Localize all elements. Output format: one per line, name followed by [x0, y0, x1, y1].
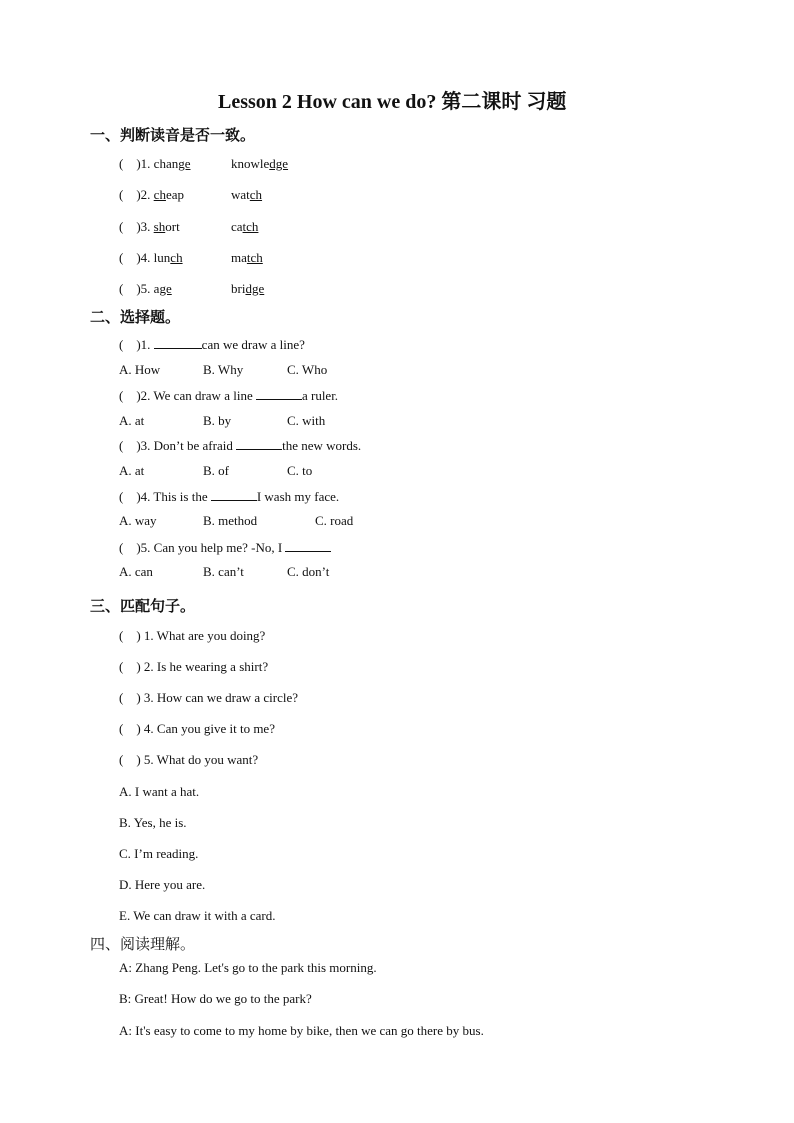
- s1-item-3: [119, 219, 180, 235]
- item-number: ( )1.: [119, 156, 154, 171]
- item-number: ( )5.: [119, 281, 154, 296]
- section-3-heading: 三、匹配句子。: [90, 599, 196, 615]
- underlined-sound: dge: [269, 156, 289, 171]
- s2-q3-option-a: A. at: [119, 463, 145, 478]
- s2-q5-option-b: B. can’t: [203, 564, 244, 579]
- question-text: the new words.: [282, 438, 362, 453]
- s3-answer-e: E. We can draw it with a card.: [119, 908, 276, 923]
- question-text: ( )1.: [119, 337, 154, 352]
- page-title: Lesson 2 How can we do? 第二课时 习题: [218, 91, 567, 113]
- answer-blank[interactable]: [256, 387, 302, 400]
- underlined-sound: ch: [153, 187, 166, 202]
- word-part: bri: [231, 281, 246, 296]
- question-text: ( )5. Can you help me? -No, I: [119, 540, 286, 555]
- s2-question-2: [119, 387, 338, 404]
- s2-q4-option-b: B. method: [203, 513, 258, 528]
- s1-item-3-compare: [231, 219, 258, 235]
- s3-question-4: ( ) 4. Can you give it to me?: [119, 721, 275, 736]
- underlined-sound: ch: [249, 187, 263, 202]
- s2-q5-option-a: A. can: [119, 564, 153, 579]
- s1-item-5-compare: [231, 281, 264, 297]
- s4-dialogue-line-1: A: Zhang Peng. Let's go to the park this morning.: [119, 960, 377, 975]
- question-text: ( )3. Don’t be afraid: [119, 438, 237, 453]
- question-text: I wash my face.: [256, 489, 340, 504]
- underlined-sound: tch: [242, 219, 259, 234]
- s2-q3-option-c: C. to: [287, 463, 313, 478]
- s2-q2-option-a: A. at: [119, 413, 145, 428]
- answer-blank[interactable]: [236, 437, 282, 450]
- s2-q3-option-b: B. of: [203, 463, 229, 478]
- s2-q1-option-c: C. Who: [287, 362, 328, 377]
- s2-question-4: [119, 488, 339, 505]
- word-part: a: [153, 281, 160, 296]
- s3-question-5: ( ) 5. What do you want?: [119, 752, 259, 767]
- word-part: chan: [153, 156, 179, 171]
- s3-question-1: ( ) 1. What are you doing?: [119, 628, 266, 643]
- s2-q4-option-a: A. way: [119, 513, 157, 528]
- word-part: eap: [165, 187, 184, 202]
- word-part: wat: [231, 187, 250, 202]
- s2-q5-option-c: C. don’t: [287, 564, 330, 579]
- item-number: ( )4.: [119, 250, 154, 265]
- item-number: ( )3.: [119, 219, 154, 234]
- s3-answer-a: A. I want a hat.: [119, 784, 200, 799]
- s3-question-2: ( ) 2. Is he wearing a shirt?: [119, 659, 269, 674]
- question-text: ( )4. This is the: [119, 489, 211, 504]
- word-part: ort: [165, 219, 180, 234]
- s2-q1-option-a: A. How: [119, 362, 161, 377]
- section-4-heading: 四、阅读理解。: [90, 937, 196, 953]
- word-part: lun: [153, 250, 171, 265]
- underlined-sound: dge: [245, 281, 265, 296]
- answer-blank[interactable]: [154, 336, 202, 349]
- s1-item-2: [119, 187, 184, 203]
- underlined-sound: ch: [170, 250, 183, 265]
- s3-answer-c: C. I’m reading.: [119, 846, 199, 861]
- question-text: can we draw a line?: [201, 337, 305, 352]
- s1-item-2-compare: [231, 187, 262, 203]
- s2-q2-option-c: C. with: [287, 413, 326, 428]
- s2-q1-option-b: B. Why: [203, 362, 244, 377]
- s4-dialogue-line-2: B: Great! How do we go to the park?: [119, 991, 312, 1006]
- s1-item-5: [119, 281, 172, 297]
- s1-item-1-compare: [231, 156, 288, 172]
- section-2-heading: 二、选择题。: [90, 310, 181, 326]
- s4-dialogue-line-3: A: It's easy to come to my home by bike, then we can go there by bus.: [119, 1023, 484, 1038]
- s1-item-1: [119, 156, 191, 172]
- question-text: ( )2. We can draw a line: [119, 388, 256, 403]
- underlined-sound: tch: [246, 250, 263, 265]
- section-1-heading: 一、判断读音是否一致。: [90, 128, 256, 144]
- answer-blank[interactable]: [285, 539, 331, 552]
- s2-question-5: [119, 539, 331, 556]
- word-part: knowle: [231, 156, 270, 171]
- word-part: ma: [231, 250, 247, 265]
- item-number: ( )2.: [119, 187, 154, 202]
- answer-blank[interactable]: [211, 488, 257, 501]
- question-text: a ruler.: [301, 388, 339, 403]
- s3-answer-d: D. Here you are.: [119, 877, 206, 892]
- s3-question-3: ( ) 3. How can we draw a circle?: [119, 690, 299, 705]
- s2-q4-option-c: C. road: [315, 513, 354, 528]
- s3-answer-b: B. Yes, he is.: [119, 815, 187, 830]
- s1-item-4: [119, 250, 183, 266]
- s1-item-4-compare: [231, 250, 263, 266]
- word-part: ca: [231, 219, 243, 234]
- s2-question-3: [119, 437, 361, 454]
- underlined-sound: sh: [153, 219, 166, 234]
- s2-question-1: [119, 336, 305, 353]
- underlined-sound: ge: [178, 156, 191, 171]
- underlined-sound: ge: [159, 281, 172, 296]
- s2-q2-option-b: B. by: [203, 413, 232, 428]
